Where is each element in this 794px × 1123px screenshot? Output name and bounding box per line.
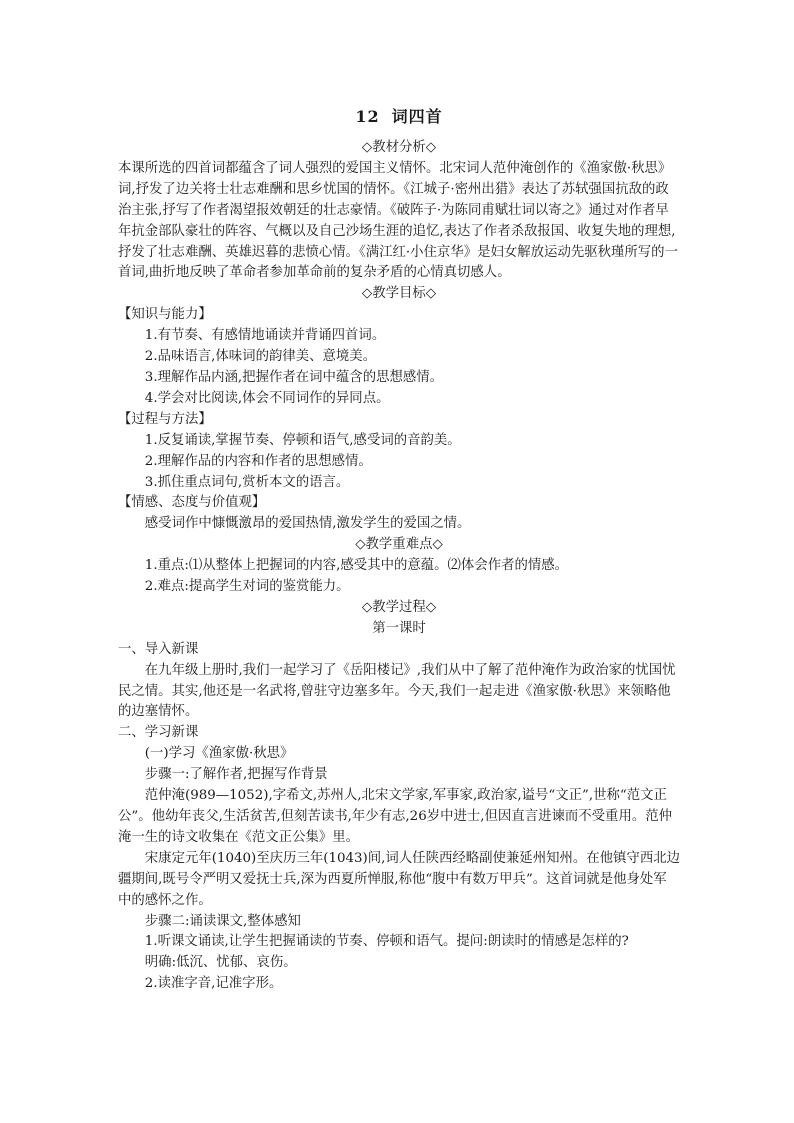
goal-group-heading: 【过程与方法】 (118, 411, 212, 427)
section-heading-analysis: ◇教材分析◇ (361, 140, 437, 155)
goal-item: 2.理解作品的内容和作者的思想感情。 (144, 453, 372, 469)
part-heading: 一、导入新课 (118, 641, 199, 657)
goal-item: 3.理解作品内涵,把握作者在词中蕴含的思想感情。 (144, 369, 444, 385)
section-heading-key-points: ◇教学重难点◇ (355, 537, 443, 553)
goal-item: 3.抓住重点词句,赏析本文的语言。 (144, 474, 350, 490)
page-title (118, 104, 680, 130)
question-item: 1.听课文诵读,让学生把握诵读的节奏、停顿和语气。提问:朗读时的情感是怎样的? (144, 934, 629, 950)
section-heading-process: ◇教学过程◇ (361, 599, 437, 615)
part-heading: 二、学习新课 (118, 725, 199, 741)
goal-item: 4.学会对比阅读,体会不同词作的异同点。 (144, 390, 390, 406)
lesson-period-heading: 第一课时 (372, 620, 426, 636)
key-point-item: 2.难点:提高学生对词的鉴赏能力。 (144, 579, 350, 595)
section-heading-goals: ◇教学目标◇ (361, 286, 437, 302)
analysis-paragraph: 本课所选的四首词都蕴含了词人强烈的爱国主义情怀。北宋词人范仲淹创作的《渔家傲·秋思》词,抒发了边关将士壮志难酬和思乡忧国的情怀。《江城子·密州出猎》表达了苏轼强国抗敌的政治主张,抒写了作者渴望报效朝廷的壮志豪情。《破阵子·为陈同甫赋壮词以寄之》通过对作者早年抗金部队豪壮的阵容、气概以及自己沙场生涯的追忆,表达了作者杀敌报国、收复失地的理想,抒发了壮志难酬、英雄迟暮的悲愤心情。《满江红·小住京华》是妇女解放运动先驱秋瑾所写的一首词,曲折地反映了革命者参加革命前的复杂矛盾的心情真切感人。 (118, 160, 678, 281)
step-heading: 步骤二:诵读课文,整体感知 (144, 913, 301, 929)
subsection-heading: (一)学习《渔家傲·秋思》 (144, 746, 294, 762)
document-page (118, 104, 680, 995)
goal-item: 1.反复诵读,掌握节奏、停顿和语气,感受词的音韵美。 (144, 432, 461, 448)
step-heading: 步骤一:了解作者,把握写作背景 (144, 767, 328, 783)
lesson-title: 词四首 (391, 107, 443, 126)
author-paragraph: 范仲淹(989—1052),字希文,苏州人,北宋文学家,军事家,政治家,谥号“文正”,世称“范文正公”。他幼年丧父,生活贫苦,但刻苦读书,年少有志,26岁中进士,但因直言进谏而不受重用。范仲淹一生的诗文收集在《范文正公集》里。 (118, 788, 673, 845)
goal-group-heading: 【情感、态度与价值观】 (118, 495, 266, 511)
intro-paragraph: 在九年级上册时,我们一起学习了《岳阳楼记》,我们从中了解了范仲淹作为政治家的忧国忧民之情。其实,他还是一名武将,曾驻守边塞多年。今天,我们一起走进《渔家傲·秋思》来领略他的边塞情怀。 (118, 662, 676, 720)
goal-item: 感受词作中慷慨激昂的爱国热情,激发学生的爱国之情。 (144, 516, 471, 532)
answer-item: 明确:低沉、忧郁、哀伤。 (144, 955, 297, 971)
background-paragraph: 宋康定元年(1040)至庆历三年(1043)间,词人任陕西经略副使兼延州知州。在他镇守西北边疆期间,既号令严明又爱抚士兵,深为西夏所惮服,称他“腹中有数万甲兵”。这首词就是他身处军中的感怀之作。 (118, 850, 680, 908)
lesson-number: 12 (355, 107, 380, 126)
goal-item: 2.品味语言,体味词的韵律美、意境美。 (144, 349, 377, 365)
goal-item: 1.有节奏、有感情地诵读并背诵四首词。 (144, 328, 386, 344)
goal-group-heading: 【知识与能力】 (118, 307, 212, 323)
key-point-item: 1.重点:⑴从整体上把握词的内容,感受其中的意蕴。⑵体会作者的情感。 (144, 558, 569, 574)
question-item: 2.读准字音,记准字形。 (144, 976, 283, 992)
